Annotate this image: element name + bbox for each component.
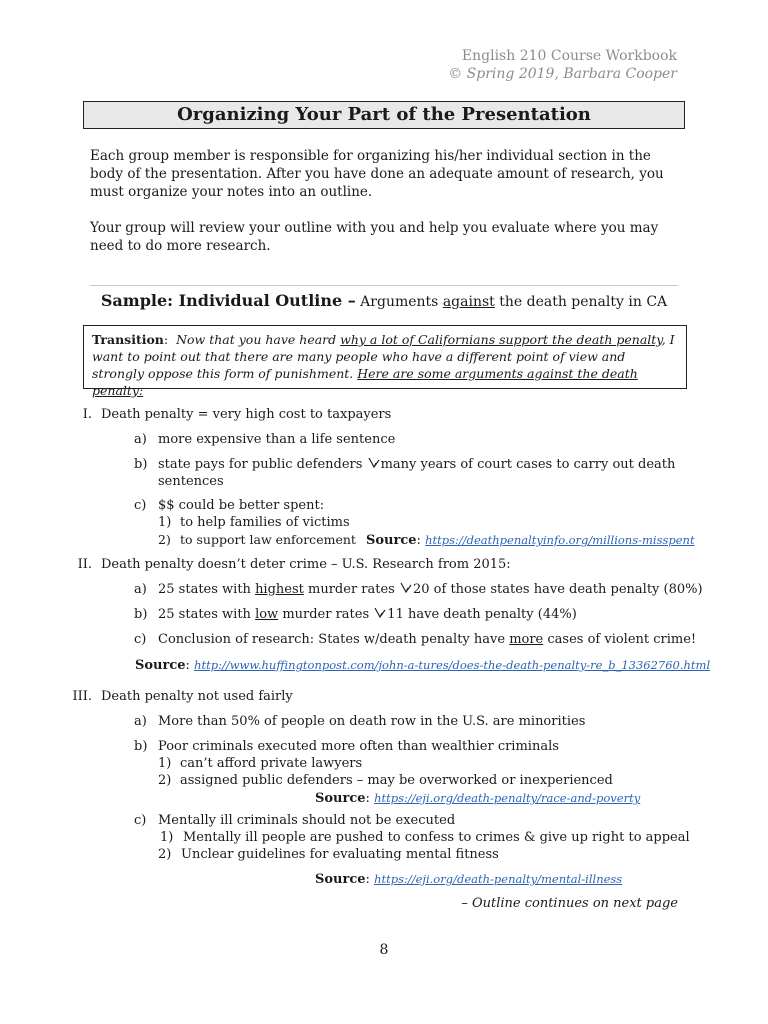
list-item-text: Conclusion of research: States w/death penalty have: [158, 632, 510, 647]
source-colon: :: [365, 872, 375, 887]
continued-note: [461, 896, 678, 911]
sub-list-item: can’t afford private lawyers: [180, 756, 363, 771]
source-colon: :: [416, 533, 426, 548]
arrow-icon: [399, 582, 413, 594]
intro-paragraph-2: Your group will review your outline with you and help you evaluate where you may need to do more research.: [90, 220, 659, 254]
source-colon: :: [365, 791, 375, 806]
list-item: Mentally ill criminals should not be executed: [158, 813, 456, 828]
list-marker: b): [134, 739, 148, 754]
list-marker: a): [134, 582, 147, 597]
list-item-text: 25 states with: [158, 582, 256, 597]
transition-colon: :: [163, 332, 169, 347]
source-citation: [315, 790, 640, 807]
list-item-underlined: more: [509, 632, 544, 647]
outline-numeral: II.: [77, 557, 92, 572]
list-item: [158, 607, 577, 623]
source-link[interactable]: https://eji.org/death-penalty/race-and-poverty: [374, 791, 641, 805]
list-marker: a): [134, 432, 147, 447]
list-item-text: state pays for public defenders: [158, 457, 363, 472]
sub-list-item: to help families of victims: [180, 515, 350, 530]
list-marker: c): [134, 498, 147, 513]
sub-list-item: assigned public defenders – may be overworked or inexperienced: [180, 773, 613, 788]
source-citation: [366, 532, 695, 549]
transition-text-1: Now that you have heard: [176, 332, 341, 347]
page-title: Organizing Your Part of the Presentation: [83, 101, 685, 129]
continued-text: Outline continues on next page: [471, 896, 678, 911]
source-label: Source: [315, 872, 366, 887]
divider-line: [90, 285, 678, 286]
source-label: Source: [315, 791, 366, 806]
list-item-underlined: highest: [255, 582, 304, 597]
list-item-text: 25 states with: [158, 607, 256, 622]
list-marker: b): [134, 607, 148, 622]
sub-list-item: Mentally ill people are pushed to confess to crimes & give up right to appeal: [183, 830, 690, 845]
list-item: [158, 582, 703, 598]
list-item: Poor criminals executed more often than wealthier criminals: [158, 739, 559, 754]
outline-item-text: Death penalty = very high cost to taxpayers: [101, 407, 392, 422]
source-citation: [315, 871, 622, 888]
intro-paragraph-1: Each group member is responsible for organizing his/her individual section in the body of the presentation. After you have done an adequate amount of research, you must organize your notes into an outline.: [90, 148, 664, 200]
list-item: [158, 632, 696, 648]
list-item-underlined: low: [255, 607, 279, 622]
source-label: Source: [135, 658, 186, 673]
outline-item-text: Death penalty not used fairly: [101, 689, 293, 704]
list-item-text: 20 of those states have death penalty (80%): [413, 582, 703, 597]
sample-heading-bold: Sample: Individual Outline –: [100, 291, 356, 310]
list-item: $$ could be better spent:: [158, 498, 325, 513]
source-link[interactable]: https://eji.org/death-penalty/mental-illness: [374, 872, 623, 886]
sample-heading: [90, 291, 678, 310]
list-marker: b): [134, 457, 148, 472]
copyright-line: © Spring 2019, Barbara Cooper: [448, 66, 677, 82]
source-label: Source: [366, 533, 417, 548]
list-marker: 1): [158, 756, 172, 771]
sub-list-item: Unclear guidelines for evaluating mental fitness: [181, 847, 499, 862]
sample-heading-underlined: against: [442, 294, 495, 310]
source-colon: :: [185, 658, 195, 673]
continued-dash: –: [461, 896, 472, 911]
list-marker: c): [134, 632, 147, 647]
list-item-text: murder rates: [303, 582, 395, 597]
list-marker: c): [134, 813, 147, 828]
arrow-icon: [373, 607, 387, 619]
list-marker: a): [134, 714, 147, 729]
transition-underlined-1: why a lot of Californians support the death penalty: [340, 332, 662, 347]
list-marker: 2): [158, 847, 172, 862]
outline-numeral: I.: [82, 407, 92, 422]
list-item: more expensive than a life sentence: [158, 432, 396, 447]
outline-item-text: Death penalty doesn’t deter crime – U.S. Research from 2015:: [101, 557, 511, 572]
source-link[interactable]: https://deathpenaltyinfo.org/millions-misspent: [425, 533, 695, 547]
list-item-text: many years of court cases to carry out death: [380, 457, 676, 472]
outline-numeral: III.: [72, 689, 92, 704]
sample-heading-text: Arguments: [355, 294, 443, 310]
transition-box: [83, 325, 687, 398]
list-item-text: murder rates: [278, 607, 370, 622]
list-item: More than 50% of people on death row in the U.S. are minorities: [158, 714, 586, 729]
course-name: English 210 Course Workbook: [461, 48, 677, 64]
list-marker: 1): [160, 830, 174, 845]
page-header: [448, 47, 677, 83]
transition-label: Transition: [92, 332, 164, 347]
sample-heading-rest: the death penalty in CA: [494, 294, 668, 310]
arrow-icon: [367, 457, 381, 469]
transition-underlined-2: Here are some arguments against the death penalty:: [92, 366, 638, 398]
source-link[interactable]: http://www.huffingtonpost.com/john-a-tures/does-the-death-penalty-re_b_13362760.html: [194, 658, 711, 672]
source-citation: [135, 657, 710, 674]
list-item: [158, 457, 675, 473]
transition-text-2: , I want to point out that there are many people who have a different point of view and strongly oppose this form of punishment.: [92, 332, 675, 381]
sub-list-item: to support law enforcement: [180, 532, 356, 547]
list-marker: 2): [158, 773, 172, 788]
list-marker: 1): [158, 515, 172, 530]
list-item-text: 11 have death penalty (44%): [387, 607, 577, 622]
list-item-continuation: sentences: [158, 474, 224, 489]
page-number: 8: [379, 942, 389, 958]
list-marker: 2): [158, 532, 171, 547]
list-item-text: cases of violent crime!: [543, 632, 697, 647]
